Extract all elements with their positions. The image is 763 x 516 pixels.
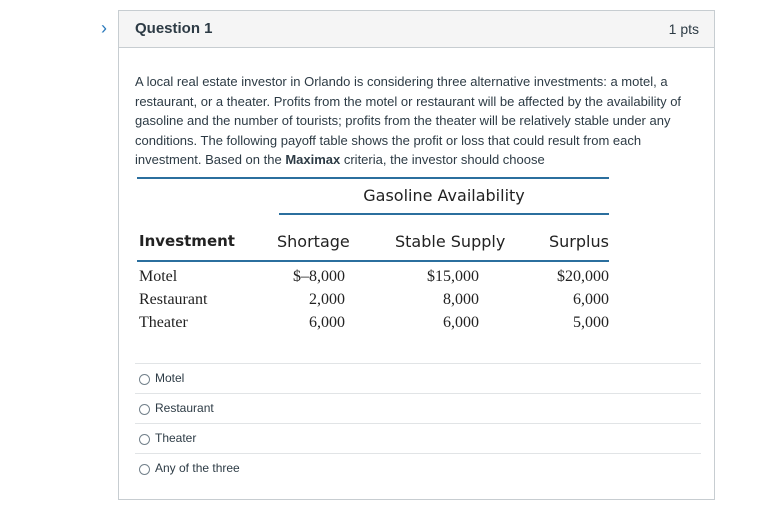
table-rule-group <box>279 213 609 215</box>
question-text-before: A local real estate investor in Orlando is considering three alternative investments: a motel, a restaurant, or a theater. Profits from the motel or restaurant will be affected by the availability of gasoline and the number of tourists; profits from the theater will be relatively stable under any conditions. The following payoff table shows the profit or loss that could result from each investment. Based on the <box>135 74 682 168</box>
question-text <box>135 72 695 170</box>
table-rule-top <box>137 177 609 179</box>
cell-value: $15,000 <box>427 268 479 285</box>
column-header-shortage: Shortage <box>277 232 350 251</box>
column-header-surplus: Surplus <box>549 232 609 251</box>
table-row <box>137 291 609 314</box>
radio-button[interactable] <box>139 374 150 385</box>
question-text-after: criteria, the investor should choose <box>340 152 545 168</box>
answer-option-restaurant[interactable] <box>135 393 701 423</box>
question-header <box>119 11 714 48</box>
question-text-bold: Maximax <box>285 152 341 168</box>
cell-value: 2,000 <box>309 291 345 308</box>
question-card <box>118 10 715 500</box>
answer-option-motel[interactable] <box>135 363 701 393</box>
question-points: 1 pts <box>668 21 699 37</box>
answer-option-theater[interactable] <box>135 423 701 453</box>
group-header: Gasoline Availability <box>363 186 525 205</box>
row-header: Investment <box>139 232 235 250</box>
row-name: Motel <box>139 268 178 285</box>
answer-label[interactable]: Restaurant <box>155 401 214 415</box>
answer-label[interactable]: Any of the three <box>155 461 240 475</box>
radio-button[interactable] <box>139 434 150 445</box>
payoff-table <box>137 177 609 335</box>
answer-label[interactable]: Motel <box>155 371 185 385</box>
table-rule-mid <box>137 260 609 262</box>
answer-list <box>135 363 701 483</box>
cell-value: 8,000 <box>443 291 479 308</box>
cell-value: 6,000 <box>443 314 479 331</box>
cell-value: 6,000 <box>573 291 609 308</box>
row-name: Restaurant <box>139 291 208 308</box>
answer-option-any[interactable] <box>135 453 701 483</box>
chevron-right-icon[interactable]: › <box>101 18 107 38</box>
table-row <box>137 268 609 291</box>
question-title: Question 1 <box>135 20 213 37</box>
table-row <box>137 314 609 337</box>
cell-value: 5,000 <box>573 314 609 331</box>
cell-value: 6,000 <box>309 314 345 331</box>
cell-value: $–8,000 <box>293 268 345 285</box>
column-header-stable-supply: Stable Supply <box>395 232 506 251</box>
answer-label[interactable]: Theater <box>155 431 197 445</box>
row-name: Theater <box>139 314 188 331</box>
cell-value: $20,000 <box>557 268 609 285</box>
radio-button[interactable] <box>139 464 150 475</box>
radio-button[interactable] <box>139 404 150 415</box>
